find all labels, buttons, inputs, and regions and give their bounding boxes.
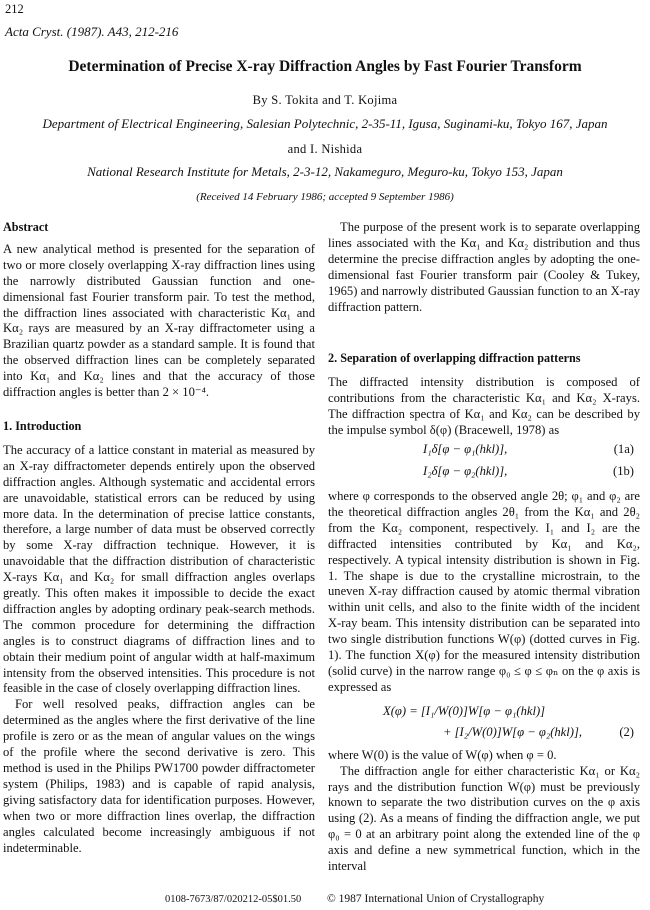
equation-1a-tag: (1a) [613,441,634,456]
intro-paragraph-2: For well resolved peaks, diffraction angles can be determined as the angles where the first derivative of the line profile is zero or as the mean of angular values on the wings of the profile where the second derivative is zero. This method is used in the Philips PW1700 powder diffractometer system (Philips, 1983) and is capable of rapid analysis, giving satisfactory data for identification purposes. However, when two or more diffraction lines overlap, the diffraction angles calculated become increasingly ambiguous if not indeterminable. [3,697,315,855]
purpose-paragraph: The purpose of the present work is to separate overlapping lines associated with the Kα₁ and Kα₂ distribution and thus determine the precise diffraction angles by adopting the one-dimensional fast Fourier transform pair (Cooley & Tukey, 1965) and narrowly distributed Gaussian function to an X-ray diffraction pattern. [328,220,640,314]
equation-2-line-2 [328,724,640,744]
footer-code: 0108-7673/87/020212-05$01.50 [165,894,302,905]
section-2-paragraph-c: where W(0) is the value of W(φ) when φ = 0. [328,747,557,762]
introduction-heading: 1. Introduction [3,418,82,433]
equation-1b-tag: (1b) [613,463,634,478]
equation-1b [328,461,640,483]
right-column [328,220,640,875]
section-2-paragraph-d: The diffraction angle for either characteristic Kα₁ or Kα₂ rays and the distribution function W(φ) must be previously known to separate the two distribution curves on the φ axis using (2). As a means of finding the diffraction angle, we put φ₀ = 0 at an arbitrary point along the extended line of the φ axis and define a new symmetrical function, which in the interval [328,763,640,874]
journal-citation: Acta Cryst. (1987). A43, 212-216 [5,24,179,39]
footer-copyright: © 1987 International Union of Crystallography [327,893,545,905]
equation-1a [328,439,640,461]
intro-paragraph-1: The accuracy of a lattice constant in material as measured by an X-ray diffractometer depends entirely upon the observed diffraction angles. Although systematic and accidental errors are unavoidable, statistical errors can be reduced by using more data. In the determination of precise lattice constants, therefore, a large number of data must be observed correctly by some X-ray diffraction technique. However, it is unavoidable that the diffraction distribution of characteristic X-rays Kα₁ and Kα₂ for small diffraction angles overlaps greatly. This often makes it impossible to decide the exact diffraction angles by adopting ordinary peak-search methods. The common procedure for determining the diffraction angles is to construct diagrams of diffraction lines and to obtain their medium point of angular width at half-maximum intensity from the observed intensities. This procedure is not feasible in the case of closely overlapping diffraction lines. [3,442,315,696]
section-2-paragraph-b: where φ corresponds to the observed angle 2θ; φ₁ and φ₂ are the theoretical diffraction angles 2θ₁ from the Kα₁ and 2θ₂ from the Kα₂ component, respectively. I₁ and I₂ are the diffracted intensities contributed by Kα₁ and Kα₂, respectively. A typical intensity distribution is shown in Fig. 1. The shape is due to the crystalline microstrain, to the uneven X-ray diffraction caused by atomic thermal vibration within unit cells, and also to the finite width of the incident X-ray beam. This intensity distribution can be separated into two single distribution functions W(φ) (dotted curves in Fig. 1). The function X(φ) for the measured intensity distribution (solid curve) in the narrow range φ₀ ≤ φ ≤ φₙ on the φ axis is expressed as [328,488,640,694]
affiliation-2: National Research Institute for Metals, 2-3-12, Nakameguro, Meguro-ku, Tokyo 153, Japan [87,164,563,179]
equation-1a-body: I₁δ[φ − φ₁(hkl)], [423,441,508,456]
equation-1b-body: I₂δ[φ − φ₂(hkl)], [423,463,508,478]
affiliation-1: Department of Electrical Engineering, Salesian Polytechnic, 2-35-11, Igusa, Suginami-ku, Tokyo 167, Japan [42,116,608,131]
equation-2-line-2-body: + [I₂/W(0)]W[φ − φ₂(hkl)], [443,724,583,739]
section-2-heading: 2. Separation of overlapping diffraction patterns [328,351,581,366]
left-column [3,220,315,856]
paper-title: Determination of Precise X-ray Diffraction Angles by Fast Fourier Transform [68,58,582,75]
section-2-paragraph-a: The diffracted intensity distribution is composed of contributions from the characteristic Kα₁ and Kα₂ X-rays. The diffraction spectra of Kα₁ and Kα₂ can be described by the impulse symbol δ(φ) (Bracewell, 1978) as [328,375,640,438]
equation-2-line-1-body: X(φ) = [I₁/W(0)]W[φ − φ₁(hkl)] [383,703,546,718]
authors-line-2: and I. Nishida [287,142,363,156]
page-number: 212 [5,2,24,16]
authors-line-1: By S. Tokita and T. Kojima [252,93,398,107]
equation-2-tag: (2) [619,724,634,739]
received-dates: (Received 14 February 1986; accepted 9 September 1986) [196,191,454,203]
equation-2-line-1 [328,702,640,724]
abstract-text: A new analytical method is presented for the separation of two or more closely overlapping X-ray diffraction lines using the narrowly distributed Gaussian function and one-dimensional fast Fourier transform pair. To test the method, the diffraction lines associated with characteristic Kα₁ and Kα₂ rays are measured by an X-ray diffractometer using a Brazilian quartz powder as a standard sample. It is found that the observed diffraction lines can be completely separated into Kα₁ and Kα₂ lines and that the accuracy of those diffraction angles is better than 2 × 10⁻⁴. [3,241,315,400]
abstract-heading: Abstract [3,220,49,234]
